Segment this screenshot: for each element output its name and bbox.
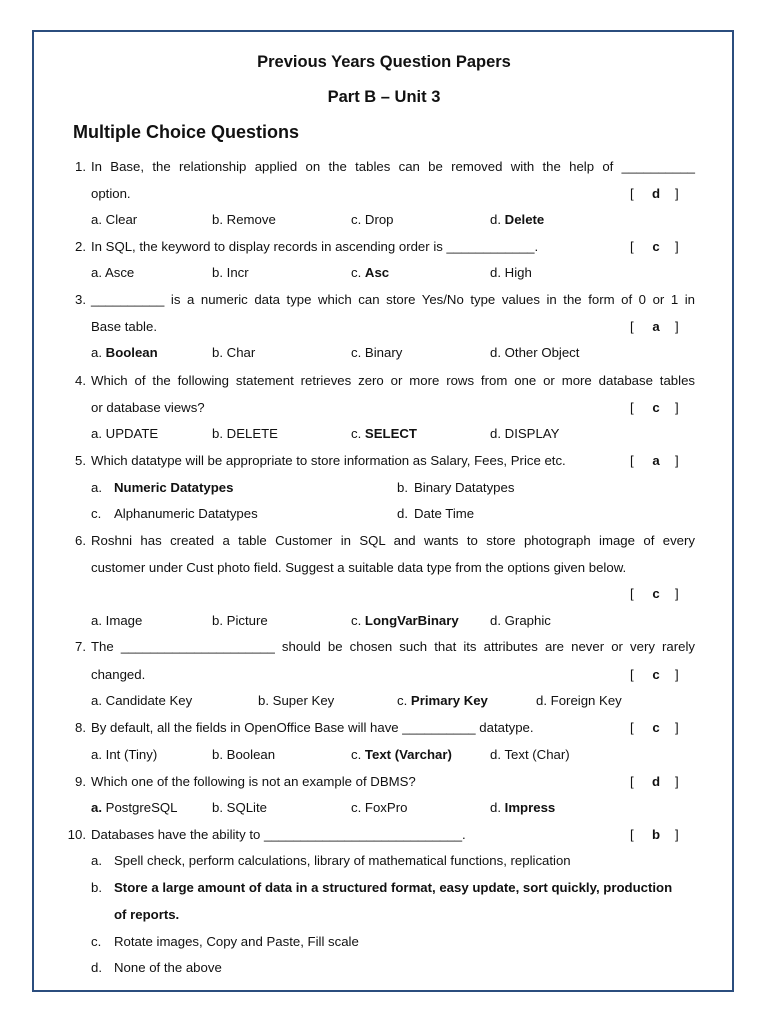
option-d: d. High	[490, 265, 532, 280]
option-label: d.	[91, 960, 102, 975]
option-d: d. Delete	[490, 212, 545, 227]
question-number: 1.	[75, 159, 86, 174]
option-d: d. Text (Char)	[490, 747, 570, 762]
option-c: c. Binary	[351, 345, 403, 360]
option-text: Rotate images, Copy and Paste, Fill scale	[114, 934, 359, 949]
question-number: 4.	[75, 373, 86, 388]
question-text: Databases have the ability to ___________________________.	[91, 827, 466, 842]
answer-bracket-close: ]	[675, 667, 679, 682]
answer-bracket-close: ]	[675, 586, 679, 601]
question-10-option	[0, 877, 768, 899]
question-4-line	[0, 370, 768, 392]
question-1-line	[0, 156, 768, 178]
question-5-line	[0, 450, 768, 472]
option-a: a. Asce	[91, 265, 135, 280]
answer-bracket-open: [	[630, 319, 634, 334]
option-label: b.	[397, 480, 408, 495]
question-text: Which datatype will be appropriate to store information as Salary, Fees, Price etc.	[91, 453, 566, 468]
option-label: b.	[91, 880, 102, 895]
option-b: b. Picture	[212, 613, 268, 628]
question-6-line	[0, 530, 768, 552]
question-6-line	[0, 557, 768, 579]
answer-letter: d	[651, 186, 661, 201]
option-c: c. Primary Key	[397, 693, 488, 708]
question-text: By default, all the fields in OpenOffice Base will have __________ datatype.	[91, 720, 534, 735]
question-1-options	[0, 209, 768, 231]
answer-letter: c	[652, 720, 660, 735]
option-a: a. Boolean	[91, 345, 158, 360]
answer-bracket-open: [	[630, 720, 634, 735]
answer-bracket-open: [	[630, 400, 634, 415]
answer-letter: c	[652, 400, 660, 415]
option-c: c. Asc	[351, 265, 390, 280]
answer-bracket-open: [	[630, 827, 634, 842]
question-number: 7.	[75, 639, 86, 654]
question-text: In SQL, the keyword to display records in ascending order is ____________.	[91, 239, 539, 254]
question-10-option	[0, 931, 768, 953]
question-text: Base table.	[91, 319, 157, 334]
option-label: a.	[91, 480, 102, 495]
answer-bracket-close: ]	[675, 453, 679, 468]
question-text: Which one of the following is not an example of DBMS?	[91, 774, 416, 789]
option-text: None of the above	[114, 960, 222, 975]
question-6-options	[0, 610, 768, 632]
page-subtitle: Part B – Unit 3	[327, 88, 441, 106]
option-c: c. SELECT	[351, 426, 417, 441]
question-4-options	[0, 423, 768, 445]
option-label: c.	[91, 934, 102, 949]
question-text: Which of the following statement retrieves zero or more rows from one or more database tables	[91, 373, 695, 388]
option-a: a. Candidate Key	[91, 693, 193, 708]
option-c: c. FoxPro	[351, 800, 408, 815]
answer-bracket-close: ]	[675, 400, 679, 415]
option-b: b. Incr	[212, 265, 249, 280]
question-8-options	[0, 744, 768, 766]
answer-bracket-close: ]	[675, 239, 679, 254]
question-5-options	[0, 503, 768, 525]
page-title: Previous Years Question Papers	[257, 53, 511, 71]
question-10-line	[0, 824, 768, 846]
option-text: Alphanumeric Datatypes	[114, 506, 258, 521]
answer-bracket-open: [	[630, 586, 634, 601]
question-number: 5.	[75, 453, 86, 468]
question-number: 6.	[75, 533, 86, 548]
option-text: Spell check, perform calculations, library of mathematical functions, replication	[114, 853, 571, 868]
option-b: b. SQLite	[212, 800, 267, 815]
question-4-line	[0, 397, 768, 419]
option-text: of reports.	[114, 907, 180, 922]
question-number: 3.	[75, 292, 86, 307]
option-d: d. Other Object	[490, 345, 580, 360]
answer-bracket-open: [	[630, 239, 634, 254]
question-2-line	[0, 236, 768, 258]
option-text: Numeric Datatypes	[114, 480, 234, 495]
option-a: a. Image	[91, 613, 143, 628]
answer-bracket-open: [	[630, 667, 634, 682]
option-a: a. Clear	[91, 212, 138, 227]
answer-bracket-close: ]	[675, 827, 679, 842]
answer-bracket-close: ]	[675, 186, 679, 201]
answer-bracket-open: [	[630, 774, 634, 789]
option-c: c. LongVarBinary	[351, 613, 459, 628]
question-text: __________ is a numeric data type which can store Yes/No type values in the form of 0 or 1 in	[91, 292, 695, 307]
question-9-options	[0, 797, 768, 819]
question-2-options	[0, 262, 768, 284]
question-1-line	[0, 183, 768, 205]
question-7-options	[0, 690, 768, 712]
question-text: Roshni has created a table Customer in SQL and wants to store photograph image of every	[91, 533, 695, 548]
question-text: customer under Cust photo field. Suggest a suitable data type from the options given below.	[91, 560, 627, 575]
question-number: 9.	[75, 774, 86, 789]
answer-letter: c	[652, 586, 660, 601]
option-c: c. Drop	[351, 212, 394, 227]
option-label: a.	[91, 853, 102, 868]
section-heading: Multiple Choice Questions	[73, 122, 300, 142]
option-b: b. Char	[212, 345, 256, 360]
option-text: Binary Datatypes	[414, 480, 515, 495]
option-d: d. Graphic	[490, 613, 551, 628]
answer-letter: c	[652, 239, 660, 254]
question-6-line	[0, 583, 768, 605]
option-b: b. Super Key	[258, 693, 335, 708]
option-b: b. DELETE	[212, 426, 278, 441]
question-number: 10.	[67, 827, 86, 842]
question-9-line	[0, 771, 768, 793]
option-d: d. DISPLAY	[490, 426, 560, 441]
question-text: option.	[91, 186, 131, 201]
question-text: In Base, the relationship applied on the tables can be removed with the help of __________	[91, 159, 695, 174]
question-7-line	[0, 636, 768, 658]
answer-letter: d	[651, 774, 661, 789]
question-number: 8.	[75, 720, 86, 735]
question-3-line	[0, 289, 768, 311]
question-3-line	[0, 316, 768, 338]
option-text: Date Time	[414, 506, 475, 521]
answer-bracket-close: ]	[675, 720, 679, 735]
answer-letter: a	[652, 453, 660, 468]
answer-letter: a	[652, 319, 660, 334]
question-text: The _____________________ should be chosen such that its attributes are never or very rarely	[91, 639, 695, 654]
answer-bracket-open: [	[630, 453, 634, 468]
answer-letter: c	[652, 667, 660, 682]
question-text: or database views?	[91, 400, 205, 415]
option-d: d. Impress	[490, 800, 556, 815]
option-text: Store a large amount of data in a structured format, easy update, sort quickly, production	[114, 880, 673, 895]
question-7-line	[0, 664, 768, 686]
option-c: c. Text (Varchar)	[351, 747, 452, 762]
option-b: b. Remove	[212, 212, 276, 227]
question-10-option	[0, 957, 768, 979]
option-a: a. UPDATE	[91, 426, 159, 441]
question-3-options	[0, 342, 768, 364]
answer-bracket-close: ]	[675, 319, 679, 334]
question-10-option	[0, 850, 768, 872]
option-a: a. PostgreSQL	[91, 800, 178, 815]
option-a: a. Int (Tiny)	[91, 747, 158, 762]
answer-bracket-open: [	[630, 186, 634, 201]
answer-letter: b	[651, 827, 661, 842]
option-d: d. Foreign Key	[536, 693, 622, 708]
question-5-options	[0, 477, 768, 499]
option-b: b. Boolean	[212, 747, 276, 762]
question-number: 2.	[75, 239, 86, 254]
option-label: d.	[397, 506, 408, 521]
question-text: changed.	[91, 667, 146, 682]
answer-bracket-close: ]	[675, 774, 679, 789]
question-10-option	[0, 904, 768, 926]
option-label: c.	[91, 506, 102, 521]
question-8-line	[0, 717, 768, 739]
